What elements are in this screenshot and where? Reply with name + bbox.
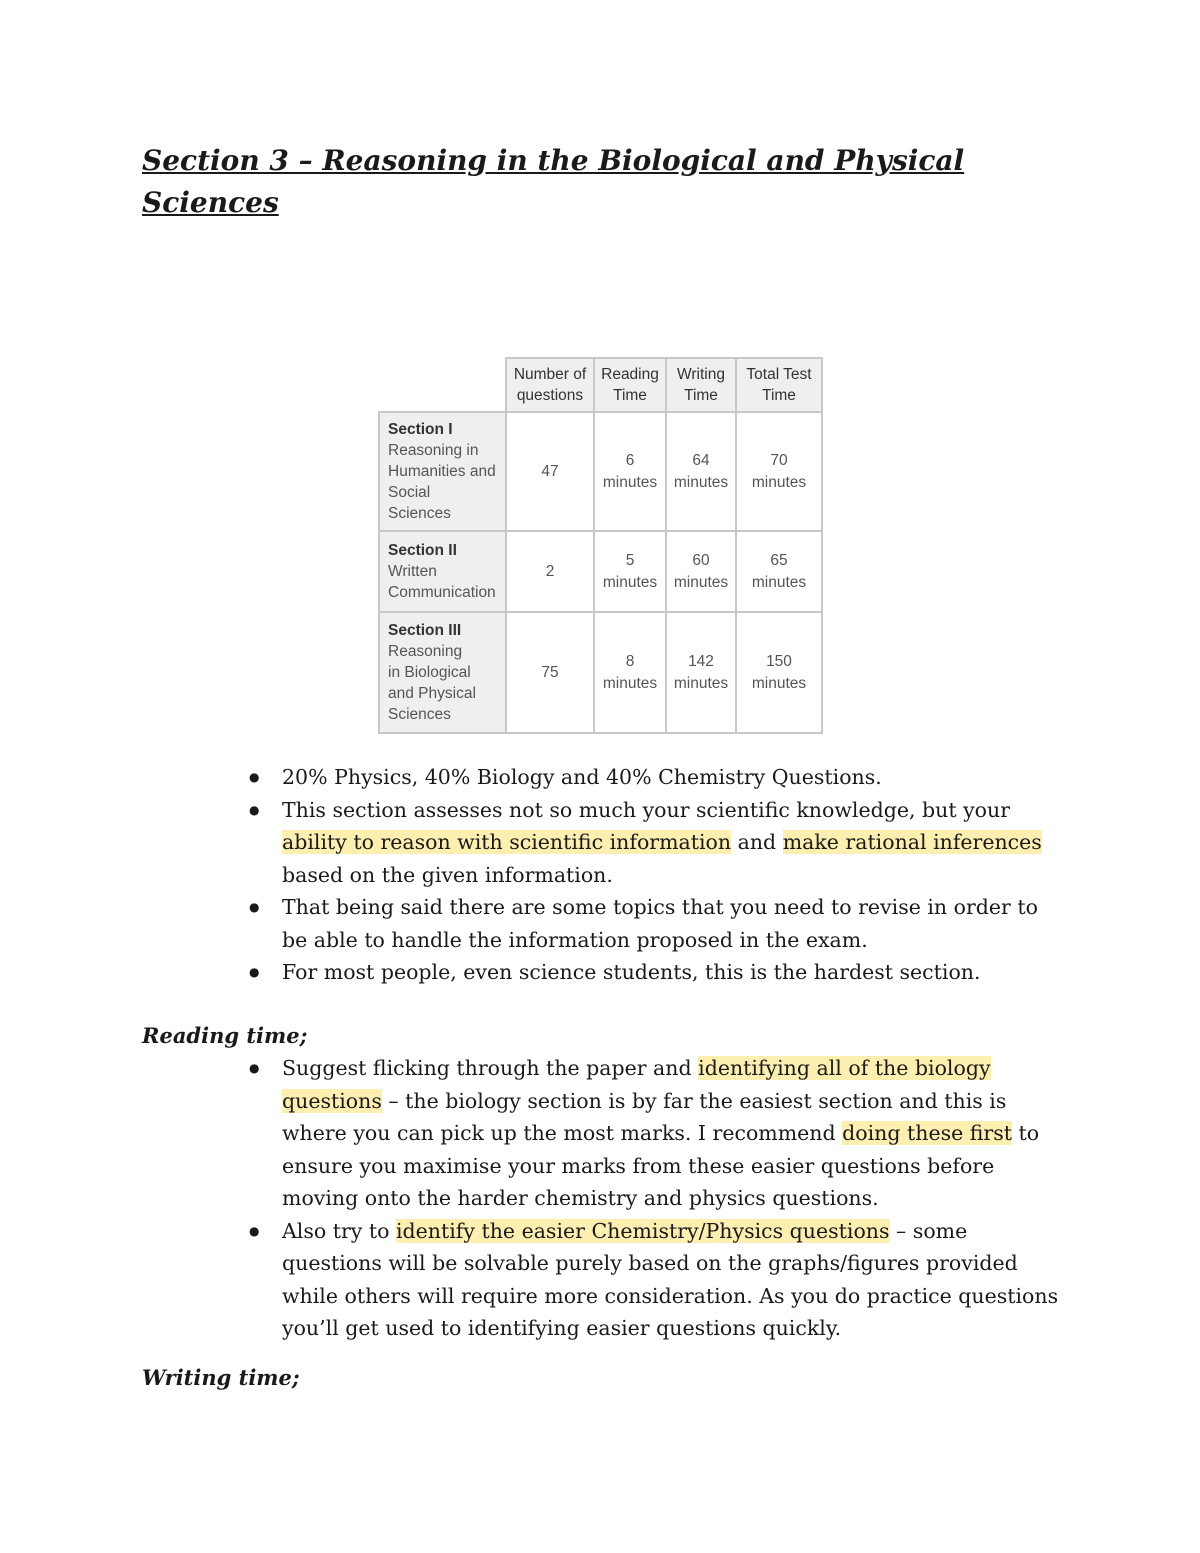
list-item: ● Suggest flicking through the paper and identifying all of the biology questions – the biology section is by far the easiest section and this is where you can pick up the most marks. I recommend doing these first to ensure you maximise your marks from these easier questions before moving onto the harder chemistry and physics questions.	[0, 1052, 1067, 1215]
highlight: identify the easier Chemistry/Physics questions	[395, 1218, 890, 1243]
cell-questions: 47	[506, 412, 594, 531]
list-item: ● Also try to identify the easier Chemistry/Physics questions – some questions will be solvable purely based on the graphs/figures provided while others will require more consideration. As you do practice questions you’ll get used to identifying easier questions quickly.	[0, 1215, 1067, 1345]
col-header-reading: Reading Time	[594, 358, 666, 412]
cell-writing: 142 minutes	[666, 612, 736, 733]
highlight: make rational inferences	[782, 830, 1042, 854]
row-label: Section II Written Communication	[379, 531, 506, 612]
cell-writing: 64 minutes	[666, 412, 736, 531]
cell-reading: 8 minutes	[594, 612, 666, 733]
row-label: Section I Reasoning in Humanities and Social Sciences	[379, 412, 506, 531]
cell-questions: 2	[506, 531, 594, 612]
list-item: ● For most people, even science students, this is the hardest section.	[0, 956, 1067, 989]
table-corner-cell	[379, 358, 506, 412]
cell-writing: 60 minutes	[666, 531, 736, 612]
col-header-questions: Number of questions	[506, 358, 594, 412]
cell-questions: 75	[506, 612, 594, 733]
col-header-total: Total Test Time	[736, 358, 822, 412]
table-header-row	[379, 358, 822, 412]
row-label: Section III Reasoning in Biological and Physical Sciences	[379, 612, 506, 733]
page-title	[142, 140, 1002, 224]
table-row	[379, 612, 822, 733]
highlight: ability to reason with scientific information	[282, 830, 732, 854]
writing-time-heading: Writing time;	[142, 1365, 300, 1390]
list-item: ● 20% Physics, 40% Biology and 40% Chemistry Questions.	[0, 761, 1067, 794]
title-line-2: Sciences	[142, 186, 279, 219]
reading-time-section	[0, 1052, 1200, 1345]
overview-section	[0, 761, 1200, 989]
overview-bullet-list	[0, 761, 1200, 989]
table-row	[379, 412, 822, 531]
highlight: identifying all of the biology questions	[282, 1056, 991, 1113]
list-item: ● That being said there are some topics that you need to revise in order to be able to handle the information proposed in the exam.	[0, 891, 1067, 956]
table-row	[379, 531, 822, 612]
cell-total: 150 minutes	[736, 612, 822, 733]
cell-total: 70 minutes	[736, 412, 822, 531]
title-line-1: Section 3 – Reasoning in the Biological and Physical	[142, 144, 965, 177]
highlight: doing these first	[842, 1121, 1012, 1145]
section-timing-table	[378, 357, 823, 734]
reading-time-heading: Reading time;	[142, 1023, 308, 1048]
list-item: ● This section assesses not so much your scientific knowledge, but your ability to reason with scientific information and make rational inferences based on the given information.	[0, 794, 1067, 892]
reading-bullet-list	[0, 1052, 1200, 1345]
cell-reading: 5 minutes	[594, 531, 666, 612]
col-header-writing: Writing Time	[666, 358, 736, 412]
cell-reading: 6 minutes	[594, 412, 666, 531]
cell-total: 65 minutes	[736, 531, 822, 612]
